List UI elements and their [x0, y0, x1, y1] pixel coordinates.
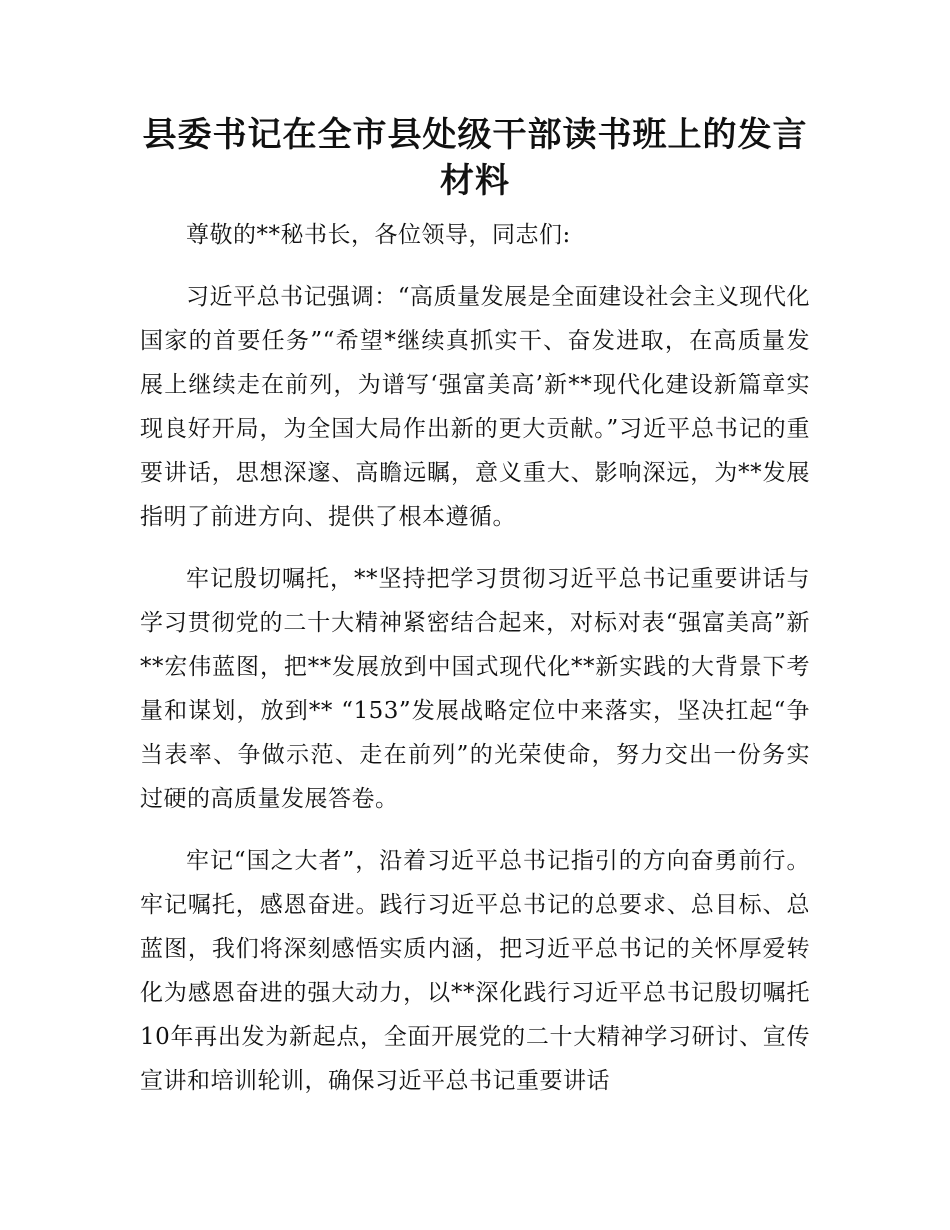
- paragraph-2: 牢记殷切嘱托，**坚持把学习贯彻习近平总书记重要讲话与学习贯彻党的二十大精神紧密结合起来，对标对表“强富美高”新**宏伟蓝图，把**发展放到中国式现代化**新实践的大背景下考量和谋划，放到** “153”发展战略定位中来落实，坚决扛起“争当表率、争做示范、走在前列”的光荣使命，努力交出一份务实过硬的高质量发展答卷。: [140, 566, 810, 812]
- document-title: 县委书记在全市县处级干部读书班上的发言材料: [142, 115, 808, 201]
- document-body: [140, 213, 810, 1121]
- salutation: 尊敬的**秘书长，各位领导，同志们:: [186, 222, 571, 248]
- paragraph-3: 牢记“国之大者”，沿着习近平总书记指引的方向奋勇前行。牢记嘱托，感恩奋进。践行习近平总书记的总要求、总目标、总蓝图，我们将深刻感悟实质内涵，把习近平总书记的关怀厚爱转化为感恩奋进的强大动力，以**深化践行习近平总书记殷切嘱托10年再出发为新起点，全面开展党的二十大精神学习研讨、宣传宣讲和培训轮训，确保习近平总书记重要讲话: [140, 848, 810, 1094]
- paragraph-1: 习近平总书记强调：“高质量发展是全面建设社会主义现代化国家的首要任务”“希望*继续真抓实干、奋发进取，在高质量发展上继续走在前列，为谱写‘强富美高’新**现代化建设新篇章实现良好开局，为全国大局作出新的更大贡献。”习近平总书记的重要讲话，思想深邃、高瞻远瞩，意义重大、影响深远，为**发展指明了前进方向、提供了根本遵循。: [140, 284, 810, 530]
